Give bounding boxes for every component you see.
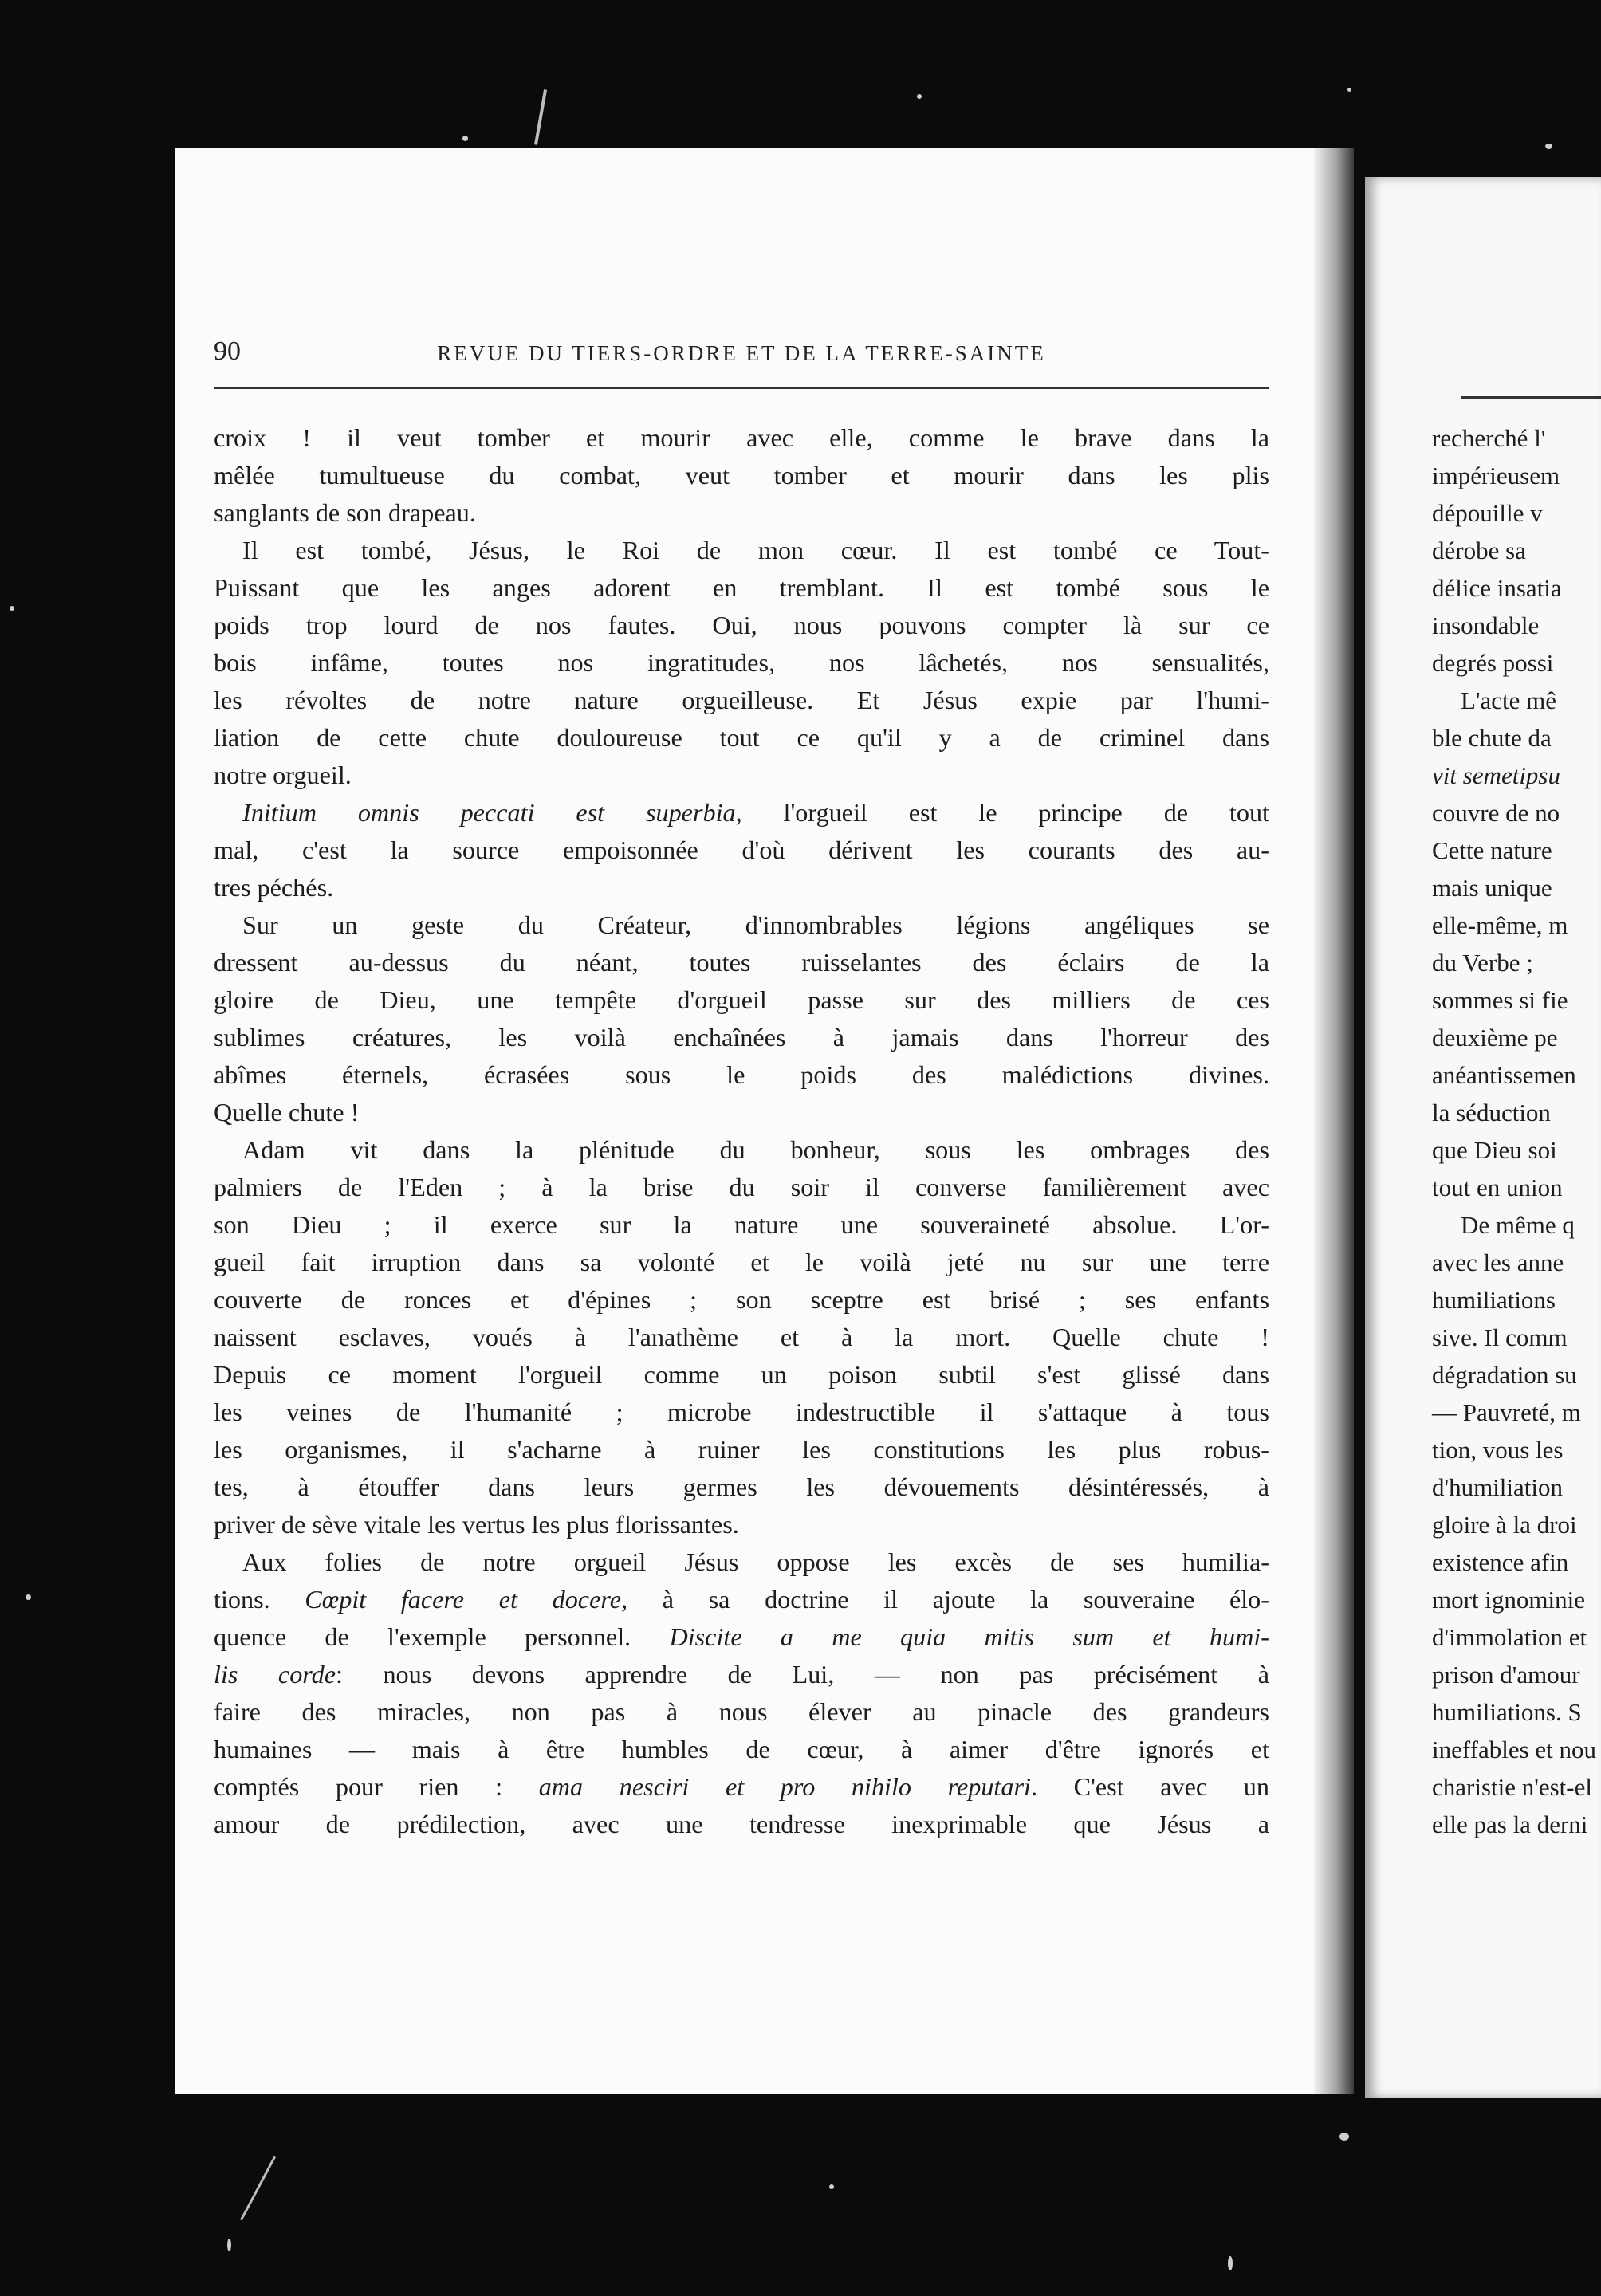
right-text-line: deuxième pe [1432, 1024, 1558, 1052]
text-line: les organismes, il s'acharne à ruiner les constitutions les plus robus- [214, 1435, 1269, 1464]
text-line: liation de cette chute douloureuse tout ce qu'il y a de criminel dans [214, 723, 1269, 752]
text-line: faire des miracles, non pas à nous élever au pinacle des grandeurs [214, 1697, 1269, 1726]
dust-speck [227, 2239, 231, 2251]
text-line: priver de sève vitale les vertus les plus florissantes. [214, 1510, 739, 1539]
text-line: Il est tombé, Jésus, le Roi de mon cœur. Il est tombé ce Tout- [242, 536, 1269, 564]
text-fragment: . C'est avec un [1030, 1772, 1269, 1801]
text-line: Adam vit dans la plénitude du bonheur, sous les ombrages des [242, 1135, 1269, 1164]
latin-quote: Initium omnis peccati est superbia [242, 798, 736, 827]
text-line: poids trop lourd de nos fautes. Oui, nous pouvons compter là sur ce [214, 611, 1269, 639]
text-line: mêlée tumultueuse du combat, veut tomber et mourir dans les plis [214, 461, 1269, 489]
dust-speck [1347, 88, 1351, 92]
text-fragment: , l'orgueil est le principe de tout [735, 798, 1269, 827]
text-line: amour de prédilection, avec une tendresse inexprimable que Jésus a [214, 1810, 1269, 1838]
running-head: REVUE DU TIERS-ORDRE ET DE LA TERRE-SAINTE [437, 341, 1046, 365]
film-scratch [534, 89, 547, 145]
right-text-line: elle-même, m [1432, 911, 1568, 939]
text-line: Sur un geste du Créateur, d'innombrables légions angéliques se [242, 910, 1269, 939]
text-line: Puissant que les anges adorent en tremblant. Il est tombé sous le [214, 573, 1269, 602]
dust-speck [1545, 144, 1552, 149]
text-line: bois infâme, toutes nos ingratitudes, nos lâchetés, nos sensualités, [214, 648, 1269, 677]
text-line [214, 794, 1269, 832]
text-line: sublimes créatures, les voilà enchaînées à jamais dans l'horreur des [214, 1023, 1269, 1052]
right-text-line: — Pauvreté, m [1432, 1398, 1581, 1426]
film-scratch [240, 2156, 276, 2221]
right-text-line: avec les anne [1432, 1248, 1564, 1276]
text-line: croix ! il veut tomber et mourir avec elle, comme le brave dans la [214, 423, 1269, 452]
right-text-line: tion, vous les [1432, 1436, 1564, 1464]
text-line [214, 1656, 1269, 1693]
text-line: Quelle chute ! [214, 1098, 360, 1126]
right-text-line: Cette nature [1432, 836, 1552, 864]
right-text-line: que Dieu soi [1432, 1136, 1557, 1164]
text-line [214, 1768, 1269, 1806]
right-text-line: dégradation su [1432, 1361, 1577, 1389]
latin-quote: ama nesciri et pro nihilo reputari [538, 1772, 1031, 1801]
right-text-line: insondable [1432, 611, 1540, 639]
dust-speck [10, 606, 14, 611]
dust-speck [462, 136, 468, 141]
latin-quote: lis corde [214, 1660, 336, 1689]
book-gutter [1314, 148, 1354, 2094]
dust-speck [1228, 2256, 1233, 2270]
text-line: mal, c'est la source empoisonnée d'où dérivent les courants des au- [214, 835, 1269, 864]
text-line: tes, à étouffer dans leurs germes les dévouements désintéressés, à [214, 1472, 1269, 1501]
right-text-line: L'acte mê [1461, 686, 1557, 714]
text-line: tres péchés. [214, 873, 334, 902]
page-header [214, 336, 1269, 378]
right-text-line: charistie n'est-el [1432, 1773, 1592, 1801]
text-fragment: tions. [214, 1585, 305, 1614]
text-line [214, 1581, 1269, 1618]
text-line: dressent au-dessus du néant, toutes ruisselantes des éclairs de la [214, 948, 1269, 977]
right-text-line: humiliations. S [1432, 1698, 1582, 1726]
right-text-line: degrés possi [1432, 649, 1554, 677]
right-text-line: sommes si fie [1432, 986, 1568, 1014]
text-line: gueil fait irruption dans sa volonté et le voilà jeté nu sur une terre [214, 1248, 1269, 1276]
text-line: Aux folies de notre orgueil Jésus oppose les excès de ses humilia- [242, 1547, 1269, 1576]
right-text-line: vit semetipsu [1432, 761, 1560, 789]
right-page-rule [1461, 396, 1601, 399]
right-text-line: elle pas la derni [1432, 1810, 1588, 1838]
dust-speck [26, 1594, 31, 1600]
text-line: humaines — mais à être humbles de cœur, à aimer d'être ignorés et [214, 1735, 1269, 1763]
text-line: notre orgueil. [214, 761, 352, 789]
dust-speck [1339, 2133, 1349, 2141]
right-text-line: ble chute da [1432, 724, 1552, 752]
right-page-text [1432, 419, 1601, 1843]
page-number: 90 [214, 336, 241, 366]
latin-quote: Cœpit facere et docere [305, 1585, 621, 1614]
right-text-line: existence afin [1432, 1548, 1569, 1576]
text-line: naissent esclaves, voués à l'anathème et à la mort. Quelle chute ! [214, 1323, 1269, 1351]
right-text-line: délice insatia [1432, 574, 1562, 602]
right-text-line: gloire à la droi [1432, 1511, 1577, 1539]
right-text-line: impérieusem [1432, 462, 1560, 489]
dust-speck [917, 94, 922, 99]
right-text-line: la séduction [1432, 1099, 1551, 1126]
right-text-line: humiliations [1432, 1286, 1556, 1314]
right-text-line: sive. Il comm [1432, 1323, 1568, 1351]
text-line: Depuis ce moment l'orgueil comme un poison subtil s'est glissé dans [214, 1360, 1269, 1389]
body-text [214, 419, 1269, 1843]
dust-speck [829, 2184, 834, 2189]
right-text-line: d'humiliation [1432, 1473, 1564, 1501]
right-text-line: du Verbe ; [1432, 949, 1533, 977]
text-fragment: quence de l'exemple personnel. [214, 1622, 670, 1651]
text-line: abîmes éternels, écrasées sous le poids des malédictions divines. [214, 1060, 1269, 1089]
text-fragment: , à sa doctrine il ajoute la souveraine élo- [621, 1585, 1269, 1614]
text-line: gloire de Dieu, une tempête d'orgueil passe sur des milliers de ces [214, 985, 1269, 1014]
right-text-line: anéantissemen [1432, 1061, 1576, 1089]
text-line: couverte de ronces et d'épines ; son sceptre est brisé ; ses enfants [214, 1285, 1269, 1314]
text-line: son Dieu ; il exerce sur la nature une souveraineté absolue. L'or- [214, 1210, 1269, 1239]
header-rule [214, 387, 1269, 389]
text-fragment: : nous devons apprendre de Lui, — non pas précisément à [336, 1660, 1269, 1689]
right-text-line: recherché l' [1432, 424, 1546, 452]
right-text-line: d'immolation et [1432, 1623, 1587, 1651]
text-line: sanglants de son drapeau. [214, 498, 476, 527]
text-fragment: comptés pour rien : [214, 1772, 539, 1801]
right-text-line: ineffables et nou [1432, 1736, 1597, 1763]
right-text-line: tout en union [1432, 1174, 1563, 1201]
right-text-line: De même q [1461, 1211, 1575, 1239]
right-text-line: dérobe sa [1432, 537, 1526, 564]
right-text-line: couvre de no [1432, 799, 1560, 827]
right-text-line: mais unique [1432, 874, 1552, 902]
text-line: les veines de l'humanité ; microbe indestructible il s'attaque à tous [214, 1398, 1269, 1426]
right-text-line: mort ignominie [1432, 1586, 1586, 1614]
text-line: les révoltes de notre nature orgueilleuse. Et Jésus expie par l'humi- [214, 686, 1269, 714]
text-line: palmiers de l'Eden ; à la brise du soir il converse familièrement avec [214, 1173, 1269, 1201]
right-text-line: dépouille v [1432, 499, 1543, 527]
right-text-line: prison d'amour [1432, 1661, 1580, 1689]
latin-quote: Discite a me quia mitis sum et humi- [669, 1622, 1269, 1651]
text-line [214, 1618, 1269, 1656]
